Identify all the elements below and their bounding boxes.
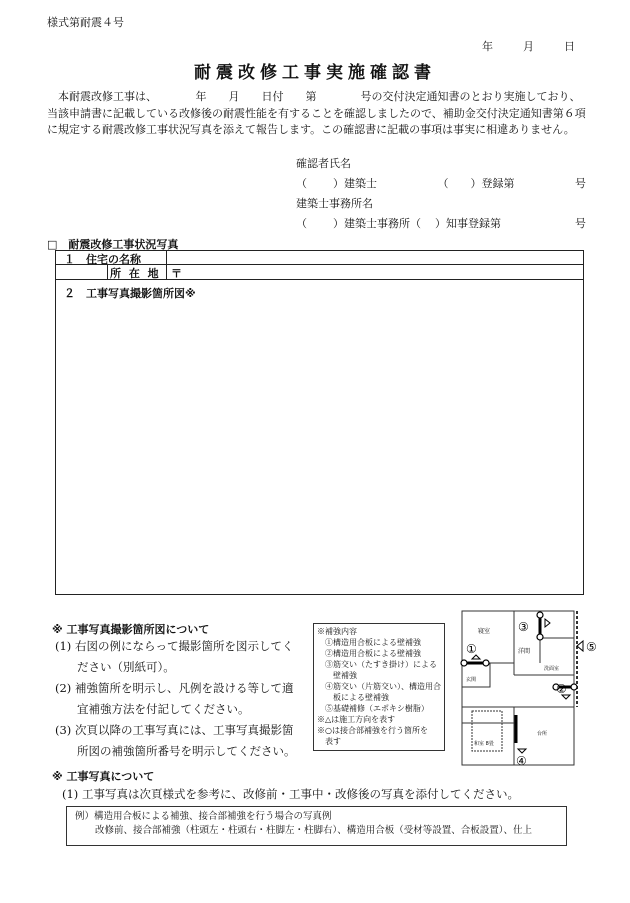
office-close: ）建築士事務所（: [333, 217, 421, 230]
legend-line: ③筋交い（たすき掛け）による: [317, 660, 437, 669]
form-number: 様式第耐震４号: [47, 16, 124, 29]
governor-label: ）知事登録第: [435, 217, 501, 230]
confirmer-name-label: 確認者氏名: [296, 157, 351, 170]
diagram-note-2: (2) 補強箇所を明示し、凡例を設ける等して適 宜補強方法を付記してください。: [55, 681, 294, 716]
legend-box: [313, 623, 445, 751]
legend-line: ※補強内容: [317, 627, 357, 636]
legend-line: ※△は施工方向を表す: [317, 715, 396, 724]
office-open: （: [296, 217, 307, 230]
registration-number-suffix: 号: [575, 177, 586, 190]
legend-line: ⑤基礎補修（エポキシ樹脂）: [317, 704, 429, 713]
room-western: 洋間: [518, 648, 531, 655]
marker-1: ①: [466, 642, 477, 656]
legend-line: 壁補強: [317, 671, 357, 680]
registration-label: ）登録第: [470, 177, 515, 190]
room-japanese: 和室 8畳: [474, 741, 494, 747]
address-label: 所 在 地: [110, 267, 161, 280]
body-paragraph: 本耐震改修工事は、 年 月 日付 第 号の交付決定通知書のとおり実施しており、当該申請書に記載している改修後の耐震性能を有することを確認しましたので、補助金交付決定通知書第６項に規定する耐震改修工事状況写真を添えて報告します。この確認書に記載の事項は事実に相違ありません。: [47, 90, 586, 136]
marker-4: ④: [516, 754, 527, 768]
legend-line: ①構造用合板による壁補強: [317, 638, 421, 647]
house-name-label: １ 住宅の名称: [64, 253, 141, 266]
architect-class: ）建築士: [333, 177, 377, 190]
legend-line: ②構造用合板による壁補強: [317, 649, 421, 658]
postal-mark: 〒: [171, 267, 182, 280]
legend-line: 板による壁補強: [317, 693, 389, 702]
diagram-note-1: (1) 右図の例にならって撮影箇所を図示してく ださい（別紙可）。: [55, 639, 294, 674]
registration-open: （: [437, 177, 449, 190]
example-line-2: 改修前、接合部補強（柱頭左・柱頭右・柱脚左・柱脚右）、構造用合板（受材等設置、合板設置）、仕上: [95, 825, 533, 836]
date-day: 日: [564, 40, 575, 53]
photo-section-heading: □ 耐震改修工事状況写真: [47, 238, 179, 251]
office-row: [296, 215, 586, 231]
diagram-note-3: (3) 次頁以降の工事写真には、工事写真撮影箇 所図の補強箇所番号を明示してください。: [55, 723, 296, 758]
marker-2: ②: [556, 682, 567, 696]
architect-row: [296, 175, 586, 191]
legend-line: ④筋交い（片筋交い）、構造用合: [317, 682, 441, 691]
photo-diagram-label: ２ 工事写真撮影箇所図※: [64, 287, 196, 300]
photo-notes-heading: ※ 工事写真について: [52, 770, 155, 783]
room-bedroom: 寝室: [478, 628, 491, 635]
photo-location-box: [55, 250, 584, 595]
diagram-notes-heading: ※ 工事写真撮影箇所図について: [52, 623, 210, 636]
date-line: [452, 38, 575, 54]
page-title: 耐震改修工事実施確認書: [194, 63, 436, 83]
marker-5: ⑤: [586, 640, 597, 654]
room-kitchen: 台所: [537, 731, 548, 737]
floor-plan-diagram: [452, 603, 610, 768]
legend-line: 表す: [317, 737, 341, 746]
office-number-suffix: 号: [575, 217, 586, 230]
legend-line: ※○は接合部補強を行う箇所を: [317, 726, 428, 735]
architect-open: （: [296, 177, 307, 190]
photo-note-1: (1) 工事写真は次頁様式を参考に、改修前・工事中・改修後の写真を添付してください。: [62, 787, 519, 801]
diagram-notes-list: [55, 636, 310, 762]
example-line-1: 例）構造用合板による補強、接合部補強を行う場合の写真例: [75, 811, 332, 822]
room-entrance: 玄関: [466, 677, 477, 683]
divider: [166, 251, 167, 279]
date-month: 月: [523, 40, 534, 53]
date-year: 年: [482, 40, 493, 53]
marker-3: ③: [518, 620, 529, 634]
room-washroom: 洗面室: [544, 666, 560, 672]
office-name-label: 建築士事務所名: [296, 197, 373, 210]
example-box: [66, 806, 567, 846]
